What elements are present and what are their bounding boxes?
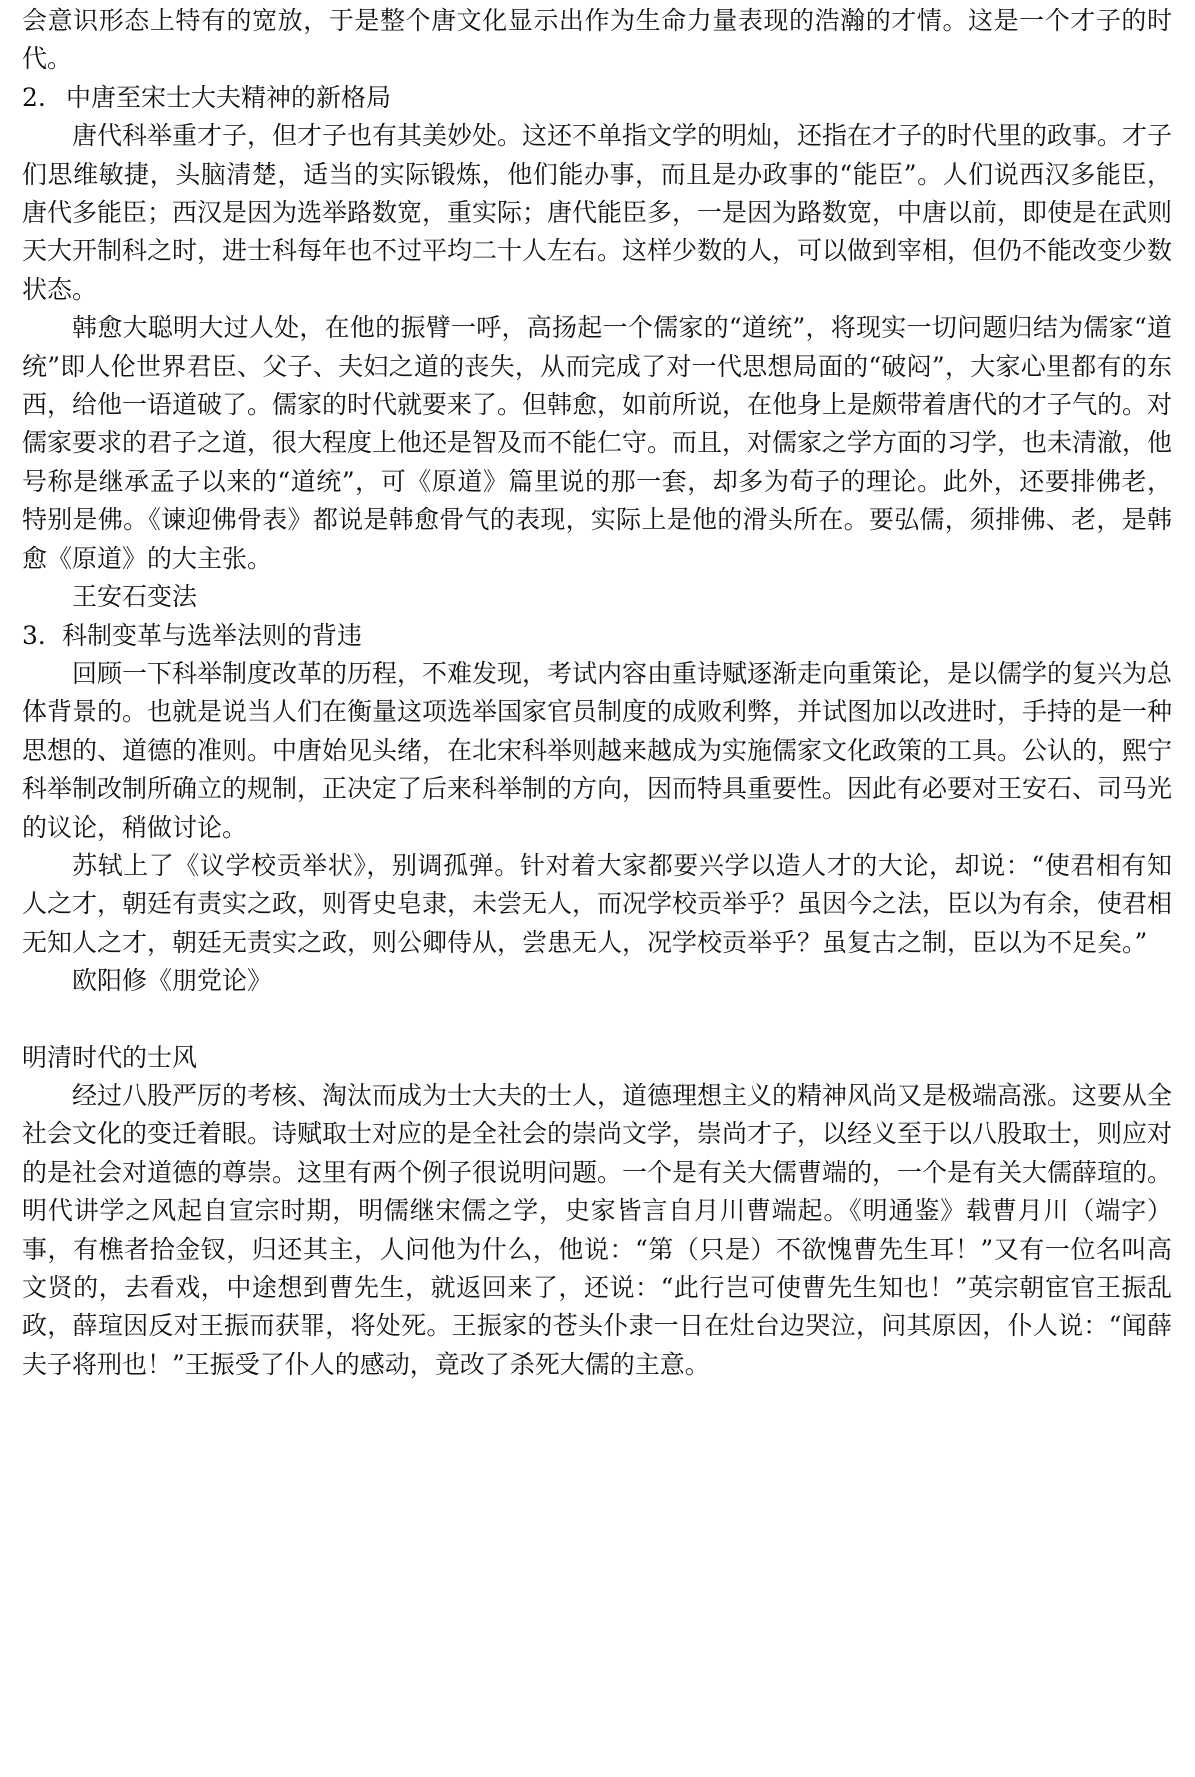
paragraph: 韩愈大聪明大过人处，在他的振臂一呼，高扬起一个儒家的“道统”，将现实一切问题归结为儒家“道统”即人伦世界君臣、父子、夫妇之道的丧失，从而完成了对一代思想局面的“破闷”，大家心里都有的东西，给他一语道破了。儒家的时代就要来了。但韩愈，如前所说，在他身上是颇带着唐代的才子气的。对儒家要求的君子之道，很大程度上他还是智及而不能仁守。而且，对儒家之学方面的习学，也未清澈，他号称是继承孟子以来的“道统”，可《原道》篇里说的那一套，却多为荀子的理论。此外，还要排佛老，特别是佛。《谏迎佛骨表》都说是韩愈骨气的表现，实际上是他的滑头所在。要弘儒，须排佛、老，是韩愈《原道》的大主张。 (22, 313, 1173, 573)
section-title: 科制变革与选举法则的背违 (62, 620, 363, 650)
section-number: 3． (22, 620, 63, 650)
paragraph-intro: 会意识形态上特有的宽放，于是整个唐文化显示出作为生命力量表现的浩瀚的才情。这是一个才子的时代。 (22, 6, 1172, 74)
blank-line (22, 1001, 1172, 1039)
section-heading-2 (22, 79, 1172, 117)
paragraph: 回顾一下科举制度改革的历程，不难发现，考试内容由重诗赋逐渐走向重策论，是以儒学的复兴为总体背景的。也就是说当人们在衡量这项选举国家官员制度的成败利弊，并试图加以改进时，手持的是一种思想的、道德的准则。中唐始见头绪，在北宋科举则越来越成为实施儒家文化政策的工具。公认的，熙宁科举制改制所确立的规制，正决定了后来科举制的方向，因而特具重要性。因此有必要对王安石、司马光的议论，稍做讨论。 (22, 658, 1173, 842)
paragraph-ouyang: 欧阳修《朋党论》 (72, 966, 273, 996)
paragraph: 苏轼上了《议学校贡举状》，别调孤弹。针对着大家都要兴学以造人才的大论，却说：“使君相有知人之才，朝廷有责实之政，则胥史皂隶，未尝无人，而况学校贡举乎？虽因今之法，臣以为有余，使君相无知人之才，朝廷无责实之政，则公卿侍从，尝患无人，况学校贡举乎？虽复古之制，臣以为不足矣。” (22, 850, 1173, 957)
section-heading-3 (22, 617, 1172, 655)
paragraph-wang-anshi: 王安石变法 (72, 582, 198, 612)
paragraph: 经过八股严厉的考核、淘汰而成为士大夫的士人，道德理想主义的精神风尚又是极端高涨。这要从全社会文化的变迁着眼。诗赋取士对应的是全社会的崇尚文学，崇尚才子，以经义至于以八股取士，则应对的是社会对道德的尊崇。这里有两个例子很说明问题。一个是有关大儒曹端的，一个是有关大儒薛瑄的。明代讲学之风起自宣宗时期，明儒继宋儒之学，史家皆言自月川曹端起。《明通鉴》载曹月川（端字）事，有樵者拾金钗，归还其主，人问他为什么，他说：“第（只是）不欲愧曹先生耳！”又有一位名叫高文贤的，去看戏，中途想到曹先生，就返回来了，还说：“此行岂可使曹先生知也！”英宗朝宦官王振乱政，薛瑄因反对王振而获罪，将处死。王振家的苍头仆隶一日在灶台边哭泣，问其原因，仆人说：“闻薛夫子将刑也！”王振受了仆人的感动，竟改了杀死大儒的主意。 (22, 1080, 1173, 1379)
section-heading-ming-qing: 明清时代的士风 (22, 1042, 198, 1072)
section-title: 中唐至宋士大夫精神的新格局 (66, 82, 392, 112)
section-number: 2. (22, 82, 46, 112)
document-page (22, 2, 1172, 1384)
paragraph: 唐代科举重才子，但才子也有其美妙处。这还不单指文学的明灿，还指在才子的时代里的政事。才子们思维敏捷，头脑清楚，适当的实际锻炼，他们能办事，而且是办政事的“能臣”。人们说西汉多能臣，唐代多能臣；西汉是因为选举路数宽，重实际；唐代能臣多，一是因为路数宽，中唐以前，即使是在武则天大开制科之时，进士科每年也不过平均二十人左右。这样少数的人，可以做到宰相，但仍不能改变少数状态。 (22, 121, 1173, 304)
